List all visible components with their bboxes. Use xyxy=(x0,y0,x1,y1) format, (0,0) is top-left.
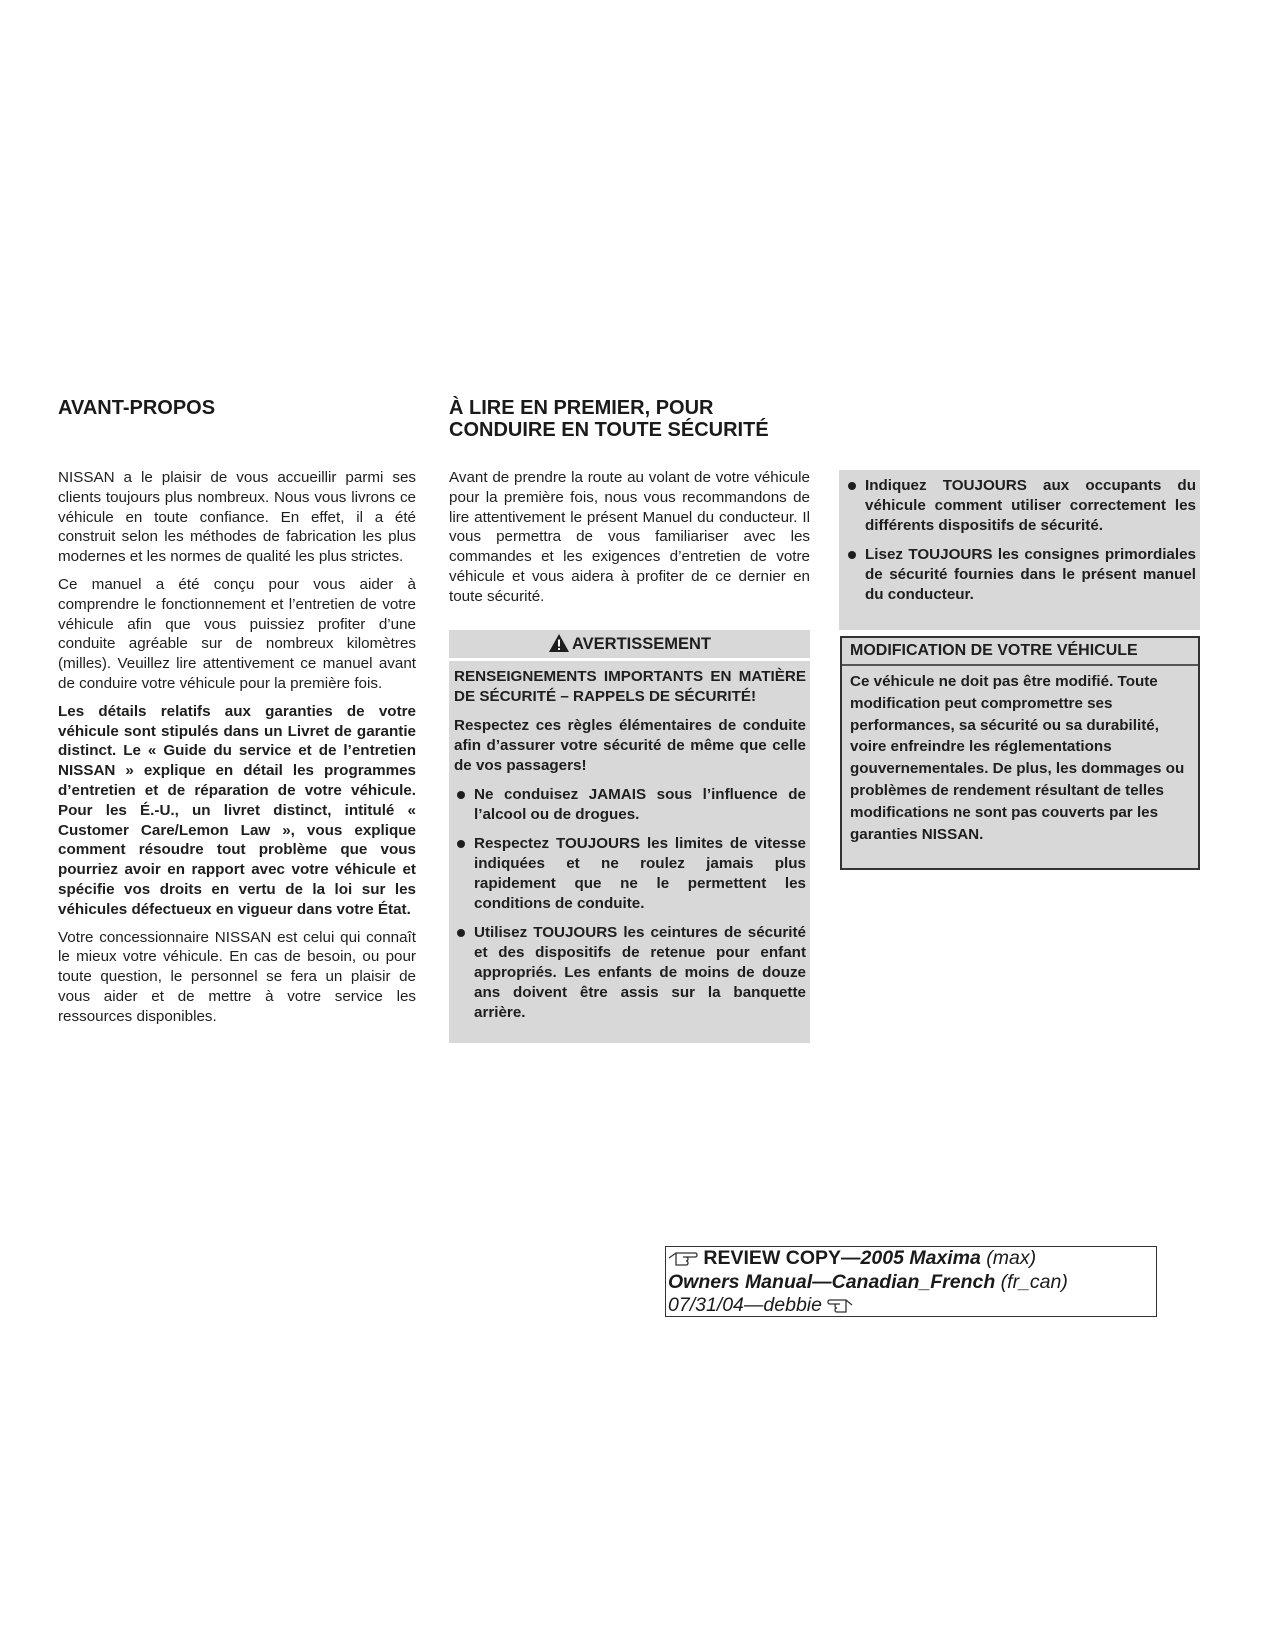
modification-title: MODIFICATION DE VOTRE VÉHICULE xyxy=(842,638,1198,666)
bullet-text: Ne conduisez JAMAIS sous l’influence de l’alcool ou de drogues. xyxy=(474,786,806,823)
paragraph-manual-purpose: Ce manuel a été conçu pour vous aider à comprendre le fonctionnement et l’entretien de votre véhicule afin que vous puissiez profiter d’une conduite agréable sur de nombreux kilomètres (milles). Veuillez lire attentivement ce manuel avant de conduire votre véhicule pour la première fois. xyxy=(58,575,416,692)
stamp-line-1 xyxy=(668,1247,1156,1271)
stamp-line-3 xyxy=(668,1294,1156,1318)
safety-heading-line1: À LIRE EN PREMIER, POUR xyxy=(449,397,714,419)
warning-box xyxy=(449,630,810,1043)
list-item xyxy=(845,545,1196,605)
safety-intro xyxy=(449,468,810,615)
paragraph-dealer: Votre concessionnaire NISSAN est celui qui connaît le mieux votre véhicule. En cas de besoin, ou pour toute question, le personnel se fera un plaisir de vous aider et de mettre à votre service les ressources disponibles. xyxy=(58,928,416,1025)
bullet-text: Utilisez TOUJOURS les ceintures de sécurité et des dispositifs de retenue pour enfant appropriés. Les enfants de moins de douze ans doivent être assis sur la banquette arrière. xyxy=(474,924,806,1021)
warning-subtitle: RENSEIGNEMENTS IMPORTANTS EN MATIÈRE DE SÉCURITÉ – RAPPELS DE SÉCURITÉ! xyxy=(454,668,806,705)
bullet-icon xyxy=(457,840,465,848)
stamp-manual-code: (fr_can) xyxy=(1000,1270,1068,1293)
stamp-manual: Owners Manual—Canadian_French xyxy=(668,1270,996,1293)
warning-body xyxy=(449,661,810,1023)
warning-title xyxy=(449,630,810,661)
warning-lead: Respectez ces règles élémentaires de conduite afin d’assurer votre sécurité de même que celle de vos passagers! xyxy=(454,717,806,774)
avant-propos-heading: AVANT-PROPOS xyxy=(58,397,216,419)
bullet-text: Respectez TOUJOURS les limites de vitesse indiquées et ne roulez jamais plus rapidement que ne le permettent les conditions de conduite. xyxy=(474,835,806,912)
stamp-model: 2005 Maxima xyxy=(860,1247,981,1269)
stamp-line-2 xyxy=(668,1271,1156,1295)
list-item xyxy=(454,785,806,825)
bullet-icon xyxy=(848,482,856,490)
bullet-icon xyxy=(457,929,465,937)
stamp-review-label: REVIEW COPY— xyxy=(703,1247,861,1269)
safety-heading xyxy=(449,397,769,441)
modification-body: Ce véhicule ne doit pas être modifié. Toute modification peut compromettre ses performances, sa sécurité ou sa durabilité, voire enfreindre les réglementations gouvernementales. De plus, les dommages ou problèmes de rendement résultant de telles modifications ne sont pas couverts par les garanties NISSAN. xyxy=(850,673,1185,843)
pointing-hand-left-icon xyxy=(827,1296,853,1314)
paragraph-welcome: NISSAN a le plaisir de vous accueillir parmi ses clients toujours plus nombreux. Nous vous livrons ce véhicule en toute confiance. En effet, il a été construit selon les méthodes de fabrication les plus modernes et les normes de qualité les plus strictes. xyxy=(58,469,416,566)
safety-heading-line2: CONDUIRE EN TOUTE SÉCURITÉ xyxy=(449,419,769,441)
pointing-hand-right-icon xyxy=(668,1249,698,1267)
warning-bullet-list xyxy=(454,785,806,1023)
warning-continued-box xyxy=(839,470,1200,630)
bullet-text: Indiquez TOUJOURS aux occupants du véhicule comment utiliser correctement les différents dispositifs de sécurité. xyxy=(865,477,1196,534)
bullet-icon xyxy=(457,791,465,799)
bullet-icon xyxy=(848,551,856,559)
warning-title-text: AVERTISSEMENT xyxy=(571,635,712,653)
safety-intro-text: Avant de prendre la route au volant de votre véhicule pour la première fois, nous vous recommandons de lire attentivement le présent Manuel du conducteur. Il vous permettra de vous familiariser avec les commandes et les exigences d’entretien de votre véhicule et vous aidera à profiter de ce dernier en toute sécurité. xyxy=(449,469,810,605)
review-copy-stamp xyxy=(665,1246,1157,1317)
bullet-text: Lisez TOUJOURS les consignes primordiales de sécurité fournies dans le présent manuel du conducteur. xyxy=(865,546,1196,603)
paragraph-warranty: Les détails relatifs aux garanties de votre véhicule sont stipulés dans un Livret de garantie distinct. Le « Guide du service et de l’entretien NISSAN » explique en détail les programmes d’entretien et de réparation de votre véhicule. Pour les É.-U., un livret distinct, intitulé « Customer Care/Lemon Law », vous explique comment résoudre tout problème que vous pourriez avoir en rapport avec votre véhicule et spécifie vos droits en vertu de la loi sur les véhicules défectueux en vigueur dans votre État. xyxy=(58,702,416,918)
stamp-model-code: (max) xyxy=(986,1247,1037,1269)
warning-triangle-icon xyxy=(548,633,570,653)
list-item xyxy=(454,834,806,914)
warning-continued-list xyxy=(839,470,1200,605)
stamp-date: 07/31/04—debbie xyxy=(668,1294,822,1316)
modification-box xyxy=(840,636,1200,870)
avant-propos-column xyxy=(58,468,416,1035)
list-item xyxy=(845,476,1196,536)
list-item xyxy=(454,923,806,1023)
